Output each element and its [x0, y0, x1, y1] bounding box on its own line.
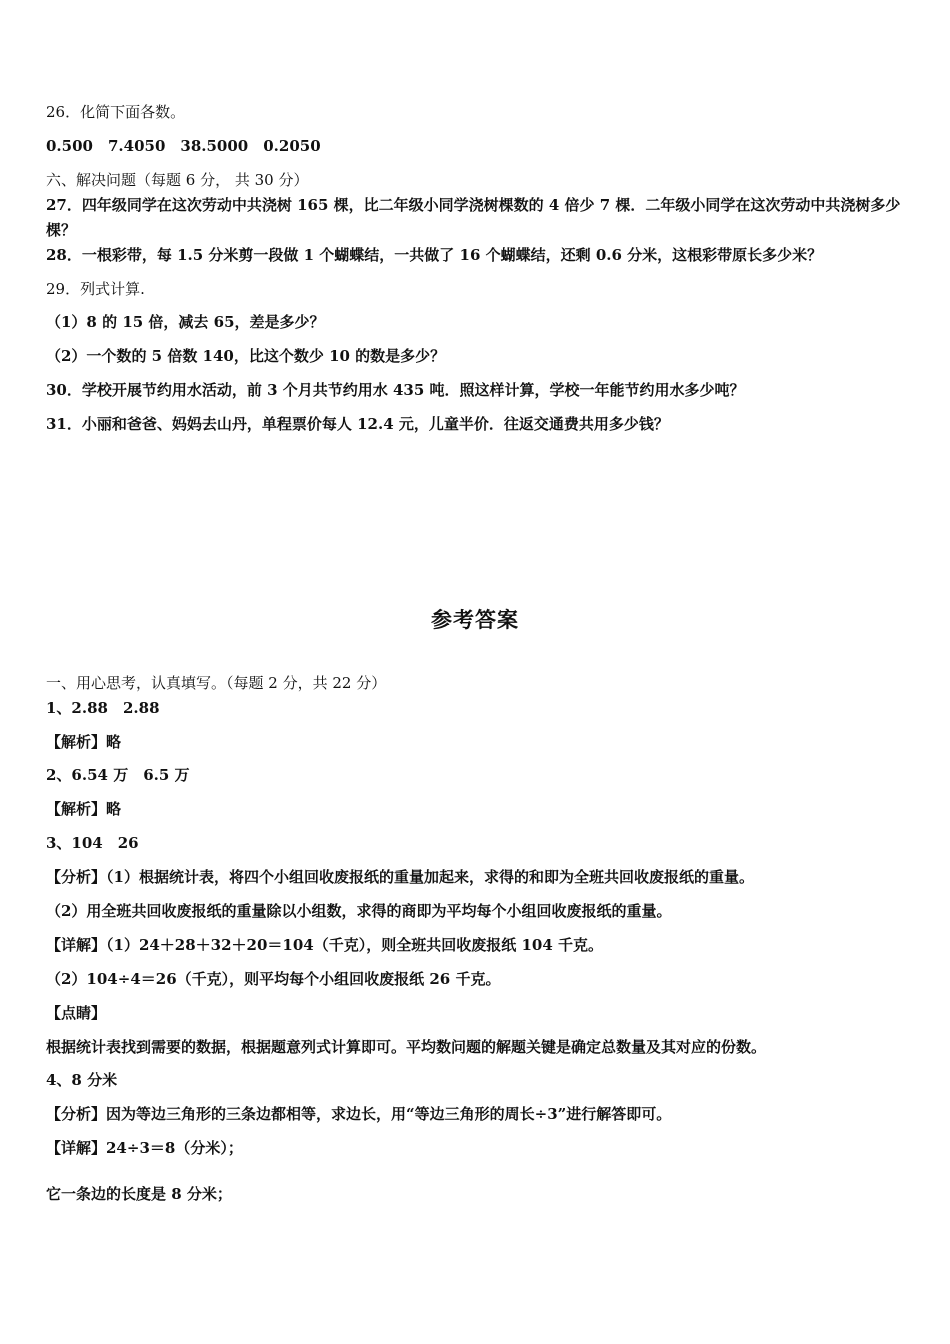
answer-1-analysis: 【解析】略: [46, 733, 122, 751]
answer-3: 3、104 26: [46, 834, 139, 852]
answer-4-analysis: 【分析】因为等边三角形的三条边都相等，求边长，用“等边三角形的周长÷3”进行解答即可。: [46, 1105, 672, 1123]
answer-4-conclusion: 它一条边的长度是 8 分米；: [46, 1185, 232, 1203]
question-29-part2: （2）一个数的 5 倍数 140，比这个数少 10 的数是多少？: [46, 347, 446, 365]
answer-4-detail: 【详解】24÷3＝8（分米）；: [46, 1139, 243, 1157]
answer-3-detail-1: 【详解】（1）24＋28＋32＋20＝104（千克），则全班共回收废报纸 104 千克。: [46, 936, 604, 954]
question-28: 28．一根彩带，每 1.5 分米剪一段做 1 个蝴蝶结，一共做了 16 个蝴蝶结，还剩 0.6 分米，这根彩带原长多少米？: [46, 246, 823, 264]
answer-3-analysis-1: 【分析】（1）根据统计表，将四个小组回收废报纸的重量加起来，求得的和即为全班共回收废报纸的重量。: [46, 868, 754, 886]
question-29-part1: （1）8 的 15 倍，减去 65，差是多少？: [46, 313, 325, 331]
answer-2-analysis: 【解析】略: [46, 800, 122, 818]
answer-1: 1、2.88 2.88: [46, 699, 160, 717]
answer-4: 4、8 分米: [46, 1071, 118, 1089]
answer-3-comment-label: 【点睛】: [46, 1004, 107, 1022]
answers-section-1-header: 一、用心思考，认真填写。（每题 2 分，共 22 分）: [46, 674, 387, 692]
answers-title: 参考答案: [431, 608, 519, 632]
question-31: 31．小丽和爸爸、妈妈去山丹，单程票价每人 12.4 元，儿童半价．往返交通费共用多少钱？: [46, 415, 669, 433]
question-30: 30．学校开展节约用水活动，前 3 个月共节约用水 435 吨．照这样计算，学校一年能节约用水多少吨？: [46, 381, 745, 399]
answer-3-analysis-2: （2）用全班共回收废报纸的重量除以小组数，求得的商即为平均每个小组回收废报纸的重量。: [46, 902, 672, 920]
question-26-title: 26．化简下面各数。: [46, 103, 186, 121]
question-29-title: 29．列式计算.: [46, 280, 145, 298]
question-27: 27．四年级同学在这次劳动中共浇树 165 棵，比二年级小同学浇树棵数的 4 倍少 7 棵．二年级小同学在这次劳动中共浇树多少棵？: [46, 196, 901, 239]
section-6-header: 六、解决问题（每题 6 分， 共 30 分）: [46, 171, 309, 189]
question-26-numbers: 0.500 7.4050 38.5000 0.2050: [46, 137, 321, 155]
answer-3-comment: 根据统计表找到需要的数据，根据题意列式计算即可。平均数问题的解题关键是确定总数量及其对应的份数。: [46, 1038, 767, 1056]
answer-2: 2、6.54 万 6.5 万: [46, 766, 190, 784]
answer-3-detail-2: （2）104÷4＝26（千克），则平均每个小组回收废报纸 26 千克。: [46, 970, 501, 988]
